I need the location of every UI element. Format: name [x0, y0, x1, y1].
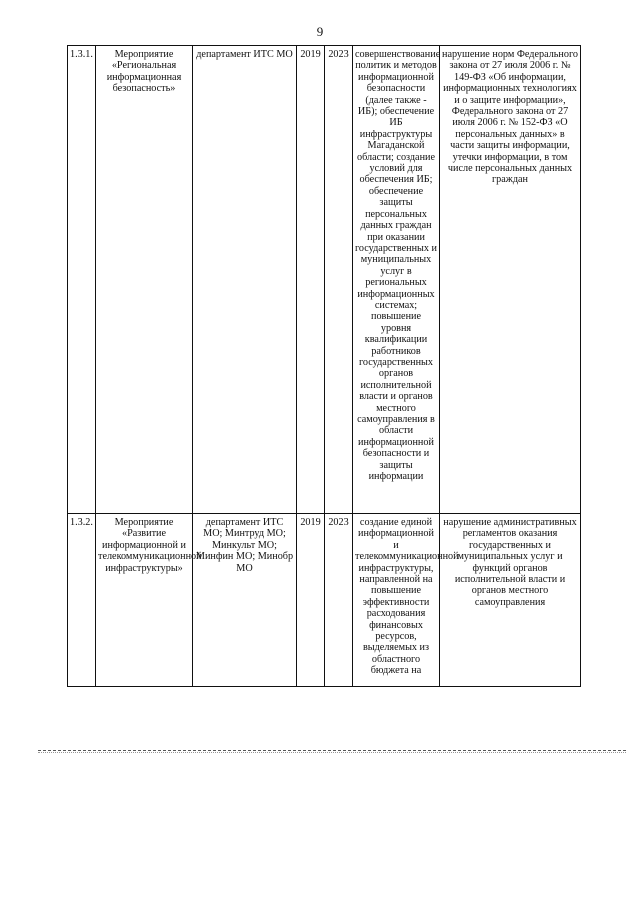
year-start: 2019 — [297, 46, 325, 514]
expected-result: совершенствование политик и методов информационной безопасности (далее также - ИБ); обеспечение ИБ инфраструктуры Магаданской области; создание условий для обеспечения ИБ; обеспечение защиты персональных данных граждан при оказании государственных и муниципальных услуг в региональных информационных системах; повышение уровня квалификации работников государственных органов исполнительной власти и органов местного самоуправления в области информационной безопасности и защиты информации — [353, 46, 440, 514]
year-start: 2019 — [297, 514, 325, 687]
year-end: 2023 — [325, 46, 353, 514]
measure-number: 1.3.2. — [68, 514, 96, 687]
measure-number: 1.3.1. — [68, 46, 96, 514]
page-number: 9 — [316, 24, 324, 39]
non-implementation-consequences: нарушение норм Федерального закона от 27 июля 2006 г. № 149-ФЗ «Об информации, информационных технологиях и о защите информации», Федерального закона от 27 июля 2006 г. № 152-ФЗ «О персональных данных» в части защиты информации, утечки информации, в том числе персональных данных граждан — [440, 46, 581, 514]
measure-name: Мероприятие «Развитие информационной и телекоммуникационной инфраструктуры» — [96, 514, 193, 687]
table-row — [68, 514, 581, 687]
measure-executor: департамент ИТС МО — [193, 46, 297, 514]
footer-divider — [38, 750, 626, 751]
table-row — [68, 46, 581, 514]
non-implementation-consequences: нарушение административных регламентов оказания государственных и муниципальных услуг и функций органов исполнительной власти и органов местного самоуправления — [440, 514, 581, 687]
year-end: 2023 — [325, 514, 353, 687]
measure-name: Мероприятие «Региональная информационная безопасность» — [96, 46, 193, 514]
program-measures-table — [67, 45, 581, 687]
expected-result: создание единой информационной и телекоммуникационной инфраструктуры, направленной на повышение эффективности расходования финансовых ресурсов, выделяемых из областного бюджета на — [353, 514, 440, 687]
measure-executor: департамент ИТС МО; Минтруд МО; Минкульт МО; Минфин МО; Минобр МО — [193, 514, 297, 687]
footer-divider — [38, 752, 626, 753]
